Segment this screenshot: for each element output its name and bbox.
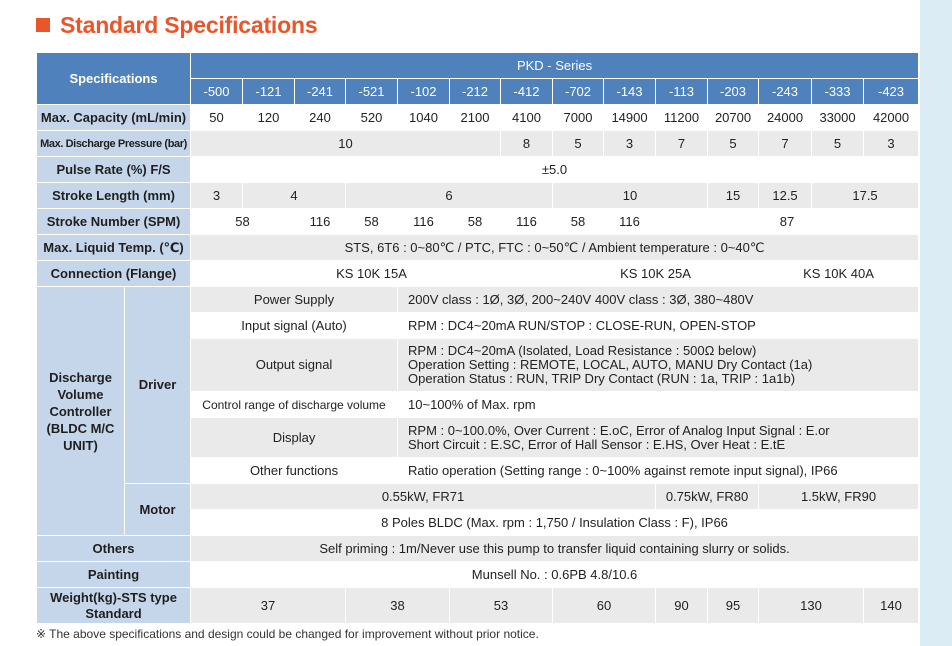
capacity-value: 2100 xyxy=(450,105,501,131)
motor-spec: 8 Poles BLDC (Max. rpm : 1,750 / Insulation Class : F), IP66 xyxy=(191,510,919,536)
stroke-number-value: 58 xyxy=(346,209,398,235)
capacity-value: 4100 xyxy=(501,105,553,131)
driver-item-name: Output signal xyxy=(191,339,398,392)
stroke-number-value: 87 xyxy=(656,209,919,235)
model-cell: -212 xyxy=(450,79,501,105)
series-header: PKD - Series xyxy=(191,53,919,79)
stroke-length-value: 6 xyxy=(346,183,553,209)
title-block xyxy=(36,10,317,40)
capacity-value: 520 xyxy=(346,105,398,131)
motor-label: Motor xyxy=(125,484,191,536)
connection-value: KS 10K 15A xyxy=(191,261,553,287)
stroke-length-value: 10 xyxy=(553,183,708,209)
driver-item-name: Control range of discharge volume xyxy=(191,392,398,418)
motor-value: 0.55kW, FR71 xyxy=(191,484,656,510)
stroke-length-value: 12.5 xyxy=(759,183,812,209)
connection-value: KS 10K 25A xyxy=(553,261,759,287)
model-cell: -113 xyxy=(656,79,708,105)
connection-value: KS 10K 40A xyxy=(759,261,919,287)
driver-item-name: Power Supply xyxy=(191,287,398,313)
capacity-value: 42000 xyxy=(864,105,919,131)
pulse-label: Pulse Rate (%) F/S xyxy=(37,157,191,183)
pressure-value: 7 xyxy=(759,131,812,157)
weight-value: 130 xyxy=(759,588,864,624)
driver-item-name: Other functions xyxy=(191,458,398,484)
controller-label: Discharge Volume Controller (BLDC M/C UNIT) xyxy=(37,287,125,536)
capacity-value: 240 xyxy=(295,105,346,131)
output-line: Operation Setting : REMOTE, LOCAL, AUTO, MANU Dry Contact (1a) xyxy=(408,357,813,372)
others-value: Self priming : 1m/Never use this pump to transfer liquid containing slurry or solids. xyxy=(191,536,919,562)
driver-item-value: 200V class : 1Ø, 3Ø, 200~240V 400V class : 3Ø, 380~480V xyxy=(398,287,919,313)
weight-value: 37 xyxy=(191,588,346,624)
weight-label: Weight(kg)-STS type Standard xyxy=(37,588,191,624)
model-cell: -203 xyxy=(708,79,759,105)
capacity-value: 20700 xyxy=(708,105,759,131)
painting-value: Munsell No. : 0.6PB 4.8/10.6 xyxy=(191,562,919,588)
footnote: ※ The above specifications and design could be changed for improvement without prior notice. xyxy=(36,627,539,641)
capacity-value: 120 xyxy=(243,105,295,131)
specifications-header: Specifications xyxy=(37,53,191,105)
side-stripe xyxy=(920,0,952,646)
driver-item-value xyxy=(398,418,919,458)
model-cell: -143 xyxy=(604,79,656,105)
painting-label: Painting xyxy=(37,562,191,588)
model-cell: -102 xyxy=(398,79,450,105)
driver-item-value xyxy=(398,339,919,392)
stroke-number-value: 116 xyxy=(604,209,656,235)
pressure-value: 8 xyxy=(501,131,553,157)
model-cell: -241 xyxy=(295,79,346,105)
motor-value: 1.5kW, FR90 xyxy=(759,484,919,510)
pressure-value: 7 xyxy=(656,131,708,157)
display-line: Short Circuit : E.SC, Error of Hall Sensor : E.HS, Over Heat : E.tE xyxy=(408,436,786,452)
capacity-value: 50 xyxy=(191,105,243,131)
weight-value: 38 xyxy=(346,588,450,624)
capacity-value: 33000 xyxy=(812,105,864,131)
stroke-number-value: 116 xyxy=(501,209,553,235)
stroke-number-value: 58 xyxy=(191,209,295,235)
stroke-length-value: 4 xyxy=(243,183,346,209)
weight-value: 90 xyxy=(656,588,708,624)
pressure-label: Max. Discharge Pressure (bar) xyxy=(37,131,191,157)
others-label: Others xyxy=(37,536,191,562)
weight-value: 140 xyxy=(864,588,919,624)
model-cell: -702 xyxy=(553,79,604,105)
capacity-value: 11200 xyxy=(656,105,708,131)
motor-value: 0.75kW, FR80 xyxy=(656,484,759,510)
stroke-length-value: 17.5 xyxy=(812,183,919,209)
output-line: RPM : DC4~20mA (Isolated, Load Resistance : 500Ω below) xyxy=(408,343,757,358)
model-cell: -412 xyxy=(501,79,553,105)
capacity-value: 1040 xyxy=(398,105,450,131)
model-cell: -333 xyxy=(812,79,864,105)
model-cell: -423 xyxy=(864,79,919,105)
liquid-temp-label: Max. Liquid Temp. (℃) xyxy=(37,235,191,261)
pressure-value: 5 xyxy=(812,131,864,157)
stroke-length-value: 3 xyxy=(191,183,243,209)
driver-item-name: Input signal (Auto) xyxy=(191,313,398,339)
stroke-number-value: 116 xyxy=(398,209,450,235)
page-title: Standard Specifications xyxy=(60,11,318,38)
driver-item-value: Ratio operation (Setting range : 0~100% against remote input signal), IP66 xyxy=(398,458,919,484)
stroke-number-value: 116 xyxy=(295,209,346,235)
model-cell: -121 xyxy=(243,79,295,105)
pressure-value: 3 xyxy=(864,131,919,157)
pressure-value: 10 xyxy=(191,131,501,157)
model-cell: -243 xyxy=(759,79,812,105)
model-cell: -521 xyxy=(346,79,398,105)
capacity-value: 24000 xyxy=(759,105,812,131)
capacity-label: Max. Capacity (mL/min) xyxy=(37,105,191,131)
connection-label: Connection (Flange) xyxy=(37,261,191,287)
pressure-value: 5 xyxy=(553,131,604,157)
weight-value: 60 xyxy=(553,588,656,624)
title-square-icon xyxy=(36,18,50,32)
driver-label: Driver xyxy=(125,287,191,484)
stroke-length-label: Stroke Length (mm) xyxy=(37,183,191,209)
capacity-value: 14900 xyxy=(604,105,656,131)
stroke-number-value: 58 xyxy=(553,209,604,235)
driver-item-value: 10~100% of Max. rpm xyxy=(398,392,919,418)
weight-value: 95 xyxy=(708,588,759,624)
weight-value: 53 xyxy=(450,588,553,624)
stroke-number-value: 58 xyxy=(450,209,501,235)
display-line: RPM : 0~100.0%, Over Current : E.oC, Error of Analog Input Signal : E.or xyxy=(408,422,830,438)
pulse-value: ±5.0 xyxy=(191,157,919,183)
stroke-number-label: Stroke Number (SPM) xyxy=(37,209,191,235)
stroke-length-value: 15 xyxy=(708,183,759,209)
spec-table xyxy=(36,52,919,624)
capacity-value: 7000 xyxy=(553,105,604,131)
output-line: Operation Status : RUN, TRIP Dry Contact (RUN : 1a, TRIP : 1a1b) xyxy=(408,371,796,386)
driver-item-value: RPM : DC4~20mA RUN/STOP : CLOSE-RUN, OPEN-STOP xyxy=(398,313,919,339)
liquid-temp-value: STS, 6T6 : 0~80℃ / PTC, FTC : 0~50℃ / Ambient temperature : 0~40℃ xyxy=(191,235,919,261)
model-cell: -500 xyxy=(191,79,243,105)
pressure-value: 5 xyxy=(708,131,759,157)
pressure-value: 3 xyxy=(604,131,656,157)
driver-item-name: Display xyxy=(191,418,398,458)
